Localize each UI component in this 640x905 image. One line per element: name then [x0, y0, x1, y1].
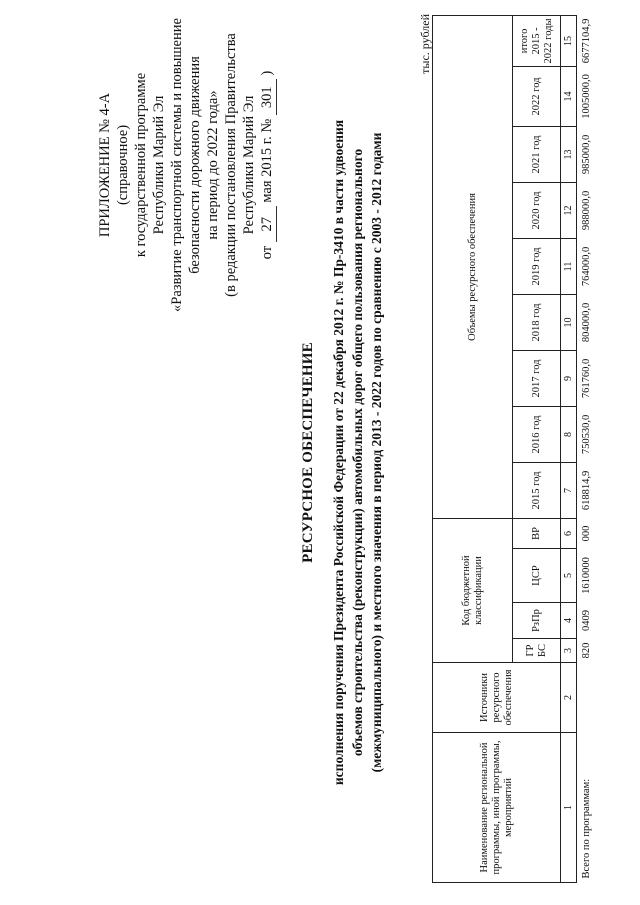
total-2015: 618814,9	[577, 462, 598, 518]
annex-line: к государственной программе	[133, 72, 149, 258]
column-number-row	[561, 15, 577, 882]
header-2021: 2021 год	[513, 126, 561, 182]
subtitle-line: объемов строительства (реконструкции) автомобильных дорог общего пользования регионального	[350, 148, 365, 757]
table-row-total	[577, 15, 598, 882]
annex-header	[96, 15, 277, 315]
page-subtitle	[329, 0, 386, 905]
total-vr: 000	[577, 518, 598, 548]
header-2019: 2019 год	[513, 238, 561, 294]
col-number: 2	[561, 663, 577, 733]
units-label: тыс. рублей	[418, 14, 432, 74]
col-number: 12	[561, 182, 577, 238]
header-2020: 2020 год	[513, 182, 561, 238]
total-label: Всего по программам:	[577, 733, 598, 883]
title-block	[300, 0, 386, 905]
sig-day: 27	[258, 206, 277, 242]
annex-signature-line	[258, 15, 277, 315]
annex-line: на период до 2022 года»	[205, 90, 221, 240]
header-name: Наименование региональной программы, иной программы, мероприятий	[433, 733, 561, 883]
total-2016: 750530,0	[577, 406, 598, 462]
page-title: РЕСУРСНОЕ ОБЕСПЕЧЕНИЕ	[300, 342, 316, 563]
header-csr: ЦСР	[513, 549, 561, 603]
annex-line: «Развитие транспортной системы и повышение	[169, 18, 185, 312]
total-csr: 1610000	[577, 549, 598, 603]
sig-month-year: мая 2015 г. №	[259, 118, 275, 203]
col-number: 8	[561, 406, 577, 462]
col-number: 4	[561, 603, 577, 639]
col-number: 5	[561, 549, 577, 603]
annex-type: (справочное)	[115, 124, 131, 206]
col-number: 11	[561, 238, 577, 294]
col-number: 15	[561, 15, 577, 66]
header-2015: 2015 год	[513, 462, 561, 518]
sig-from: от	[259, 245, 275, 260]
total-2019: 764000,0	[577, 238, 598, 294]
col-number: 14	[561, 66, 577, 126]
sig-close: )	[259, 70, 275, 76]
col-number: 3	[561, 639, 577, 663]
col-number: 7	[561, 462, 577, 518]
total-rzpr: 0409	[577, 603, 598, 639]
resource-table	[432, 15, 598, 883]
header-grbs: ГР БС	[513, 639, 561, 663]
annex-line: Республики Марий Эл	[151, 95, 167, 235]
subtitle-line: исполнения поручения Президента Российской Федерации от 22 декабря 2012 г. № Пр-3410 в части удвоения	[331, 119, 346, 786]
total-grbs: 820	[577, 639, 598, 663]
annex-line: (в редакции постановления Правительства	[223, 33, 239, 297]
annex-number: ПРИЛОЖЕНИЕ № 4-А	[97, 92, 113, 238]
header-2018: 2018 год	[513, 294, 561, 350]
annex-line: Республики Марий Эл	[241, 95, 257, 235]
header-total: итого 2015 - 2022 годы	[513, 15, 561, 66]
subtitle-line: (межмуниципального) и местного значения в период 2013 - 2022 годов по сравнению с 2003 - 2012 годами	[369, 132, 384, 773]
total-all-years: 6677104,9	[577, 15, 598, 66]
header-vr: ВР	[513, 518, 561, 548]
annex-line: безопасности дорожного движения	[187, 56, 203, 274]
header-2016: 2016 год	[513, 406, 561, 462]
col-number: 1	[561, 733, 577, 883]
sig-number: 301	[258, 79, 277, 115]
header-rzpr: РзПр	[513, 603, 561, 639]
total-2020: 988000,0	[577, 182, 598, 238]
total-source	[577, 663, 598, 733]
total-2021: 985000,0	[577, 126, 598, 182]
header-budget-code: Код бюджетной классификации	[433, 518, 513, 662]
col-number: 10	[561, 294, 577, 350]
total-2022: 1005000,0	[577, 66, 598, 126]
header-2022: 2022 год	[513, 66, 561, 126]
header-source: Источники ресурсного обеспечения	[433, 663, 561, 733]
total-2017: 761760,0	[577, 350, 598, 406]
total-2018: 804000,0	[577, 294, 598, 350]
header-2017: 2017 год	[513, 350, 561, 406]
col-number: 9	[561, 350, 577, 406]
col-number: 6	[561, 518, 577, 548]
header-volumes: Объемы ресурсного обеспечения	[433, 15, 513, 518]
col-number: 13	[561, 126, 577, 182]
